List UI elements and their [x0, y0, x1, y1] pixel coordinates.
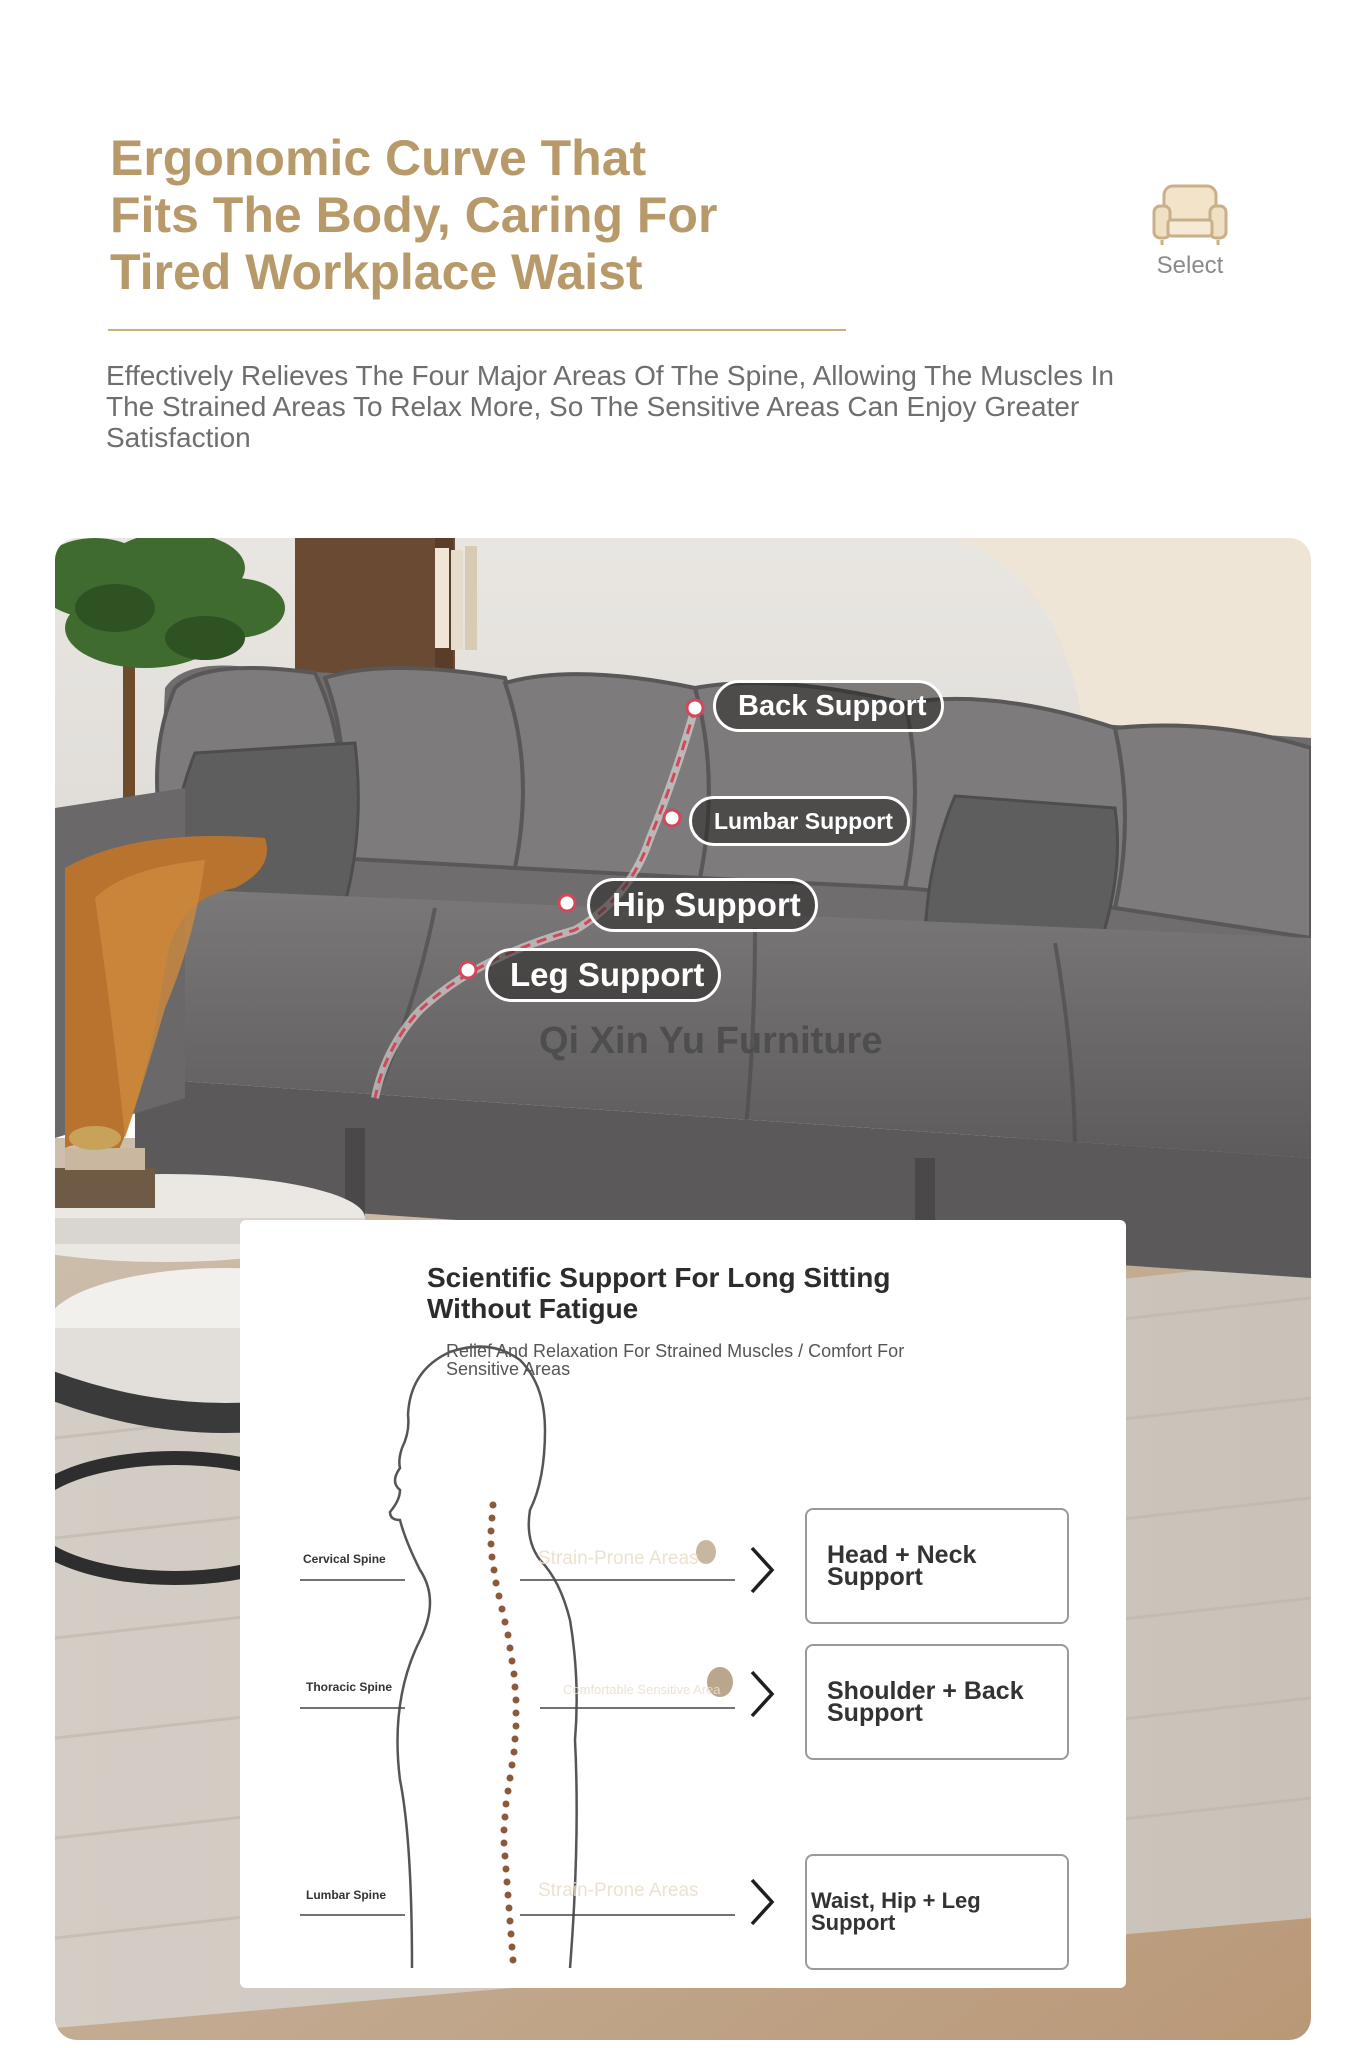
brand-watermark: Qi Xin Yu Furniture	[539, 1020, 883, 1062]
headline-line: Fits The Body, Caring For	[110, 187, 718, 243]
waist-hip-leg-support-box: Waist, Hip + Leg Support	[805, 1854, 1069, 1970]
select-button[interactable]	[1140, 180, 1240, 290]
back-support-tag: Back Support	[713, 680, 944, 732]
headline-line: Ergonomic Curve That	[110, 130, 647, 186]
hip-support-tag: Hip Support	[587, 878, 818, 932]
spine-info-card	[240, 1220, 1126, 1988]
head-neck-support-box: Head + Neck Support	[805, 1508, 1069, 1624]
spine-label: Cervical Spine	[303, 1552, 386, 1566]
subtext: Effectively Relieves The Four Major Areas Of The Spine, Allowing The Muscles In The Strained Areas To Relax More, So The Sensitive Areas Can Enjoy Greater Satisfaction	[106, 360, 1114, 453]
area-label: Strain-Prone Areas	[538, 1880, 699, 1901]
leg-support-tag: Leg Support	[485, 948, 721, 1002]
shoulder-back-support-box: Shoulder + Back Support	[805, 1644, 1069, 1760]
spine-dots	[488, 1502, 520, 1964]
lumbar-support-tag: Lumbar Support	[689, 796, 910, 846]
divider	[108, 329, 846, 331]
select-label: Select	[1156, 252, 1224, 279]
headline	[110, 130, 770, 301]
sofa-icon	[1140, 180, 1240, 246]
chevron-right-icon	[752, 1548, 772, 1924]
headline-line: Tired Workplace Waist	[110, 244, 643, 300]
card-title: Scientific Support For Long Sitting Without Fatigue	[427, 1262, 891, 1324]
area-label: Comfortable Sensitive Area	[563, 1682, 721, 1697]
spine-label: Lumbar Spine	[306, 1888, 387, 1902]
spine-label: Thoracic Spine	[306, 1680, 393, 1694]
area-label: Strain-Prone Areas	[538, 1548, 699, 1569]
card-subtitle: Relief And Relaxation For Strained Muscles / Comfort For Sensitive Areas	[446, 1341, 905, 1379]
sofa-photo	[55, 538, 1311, 2040]
